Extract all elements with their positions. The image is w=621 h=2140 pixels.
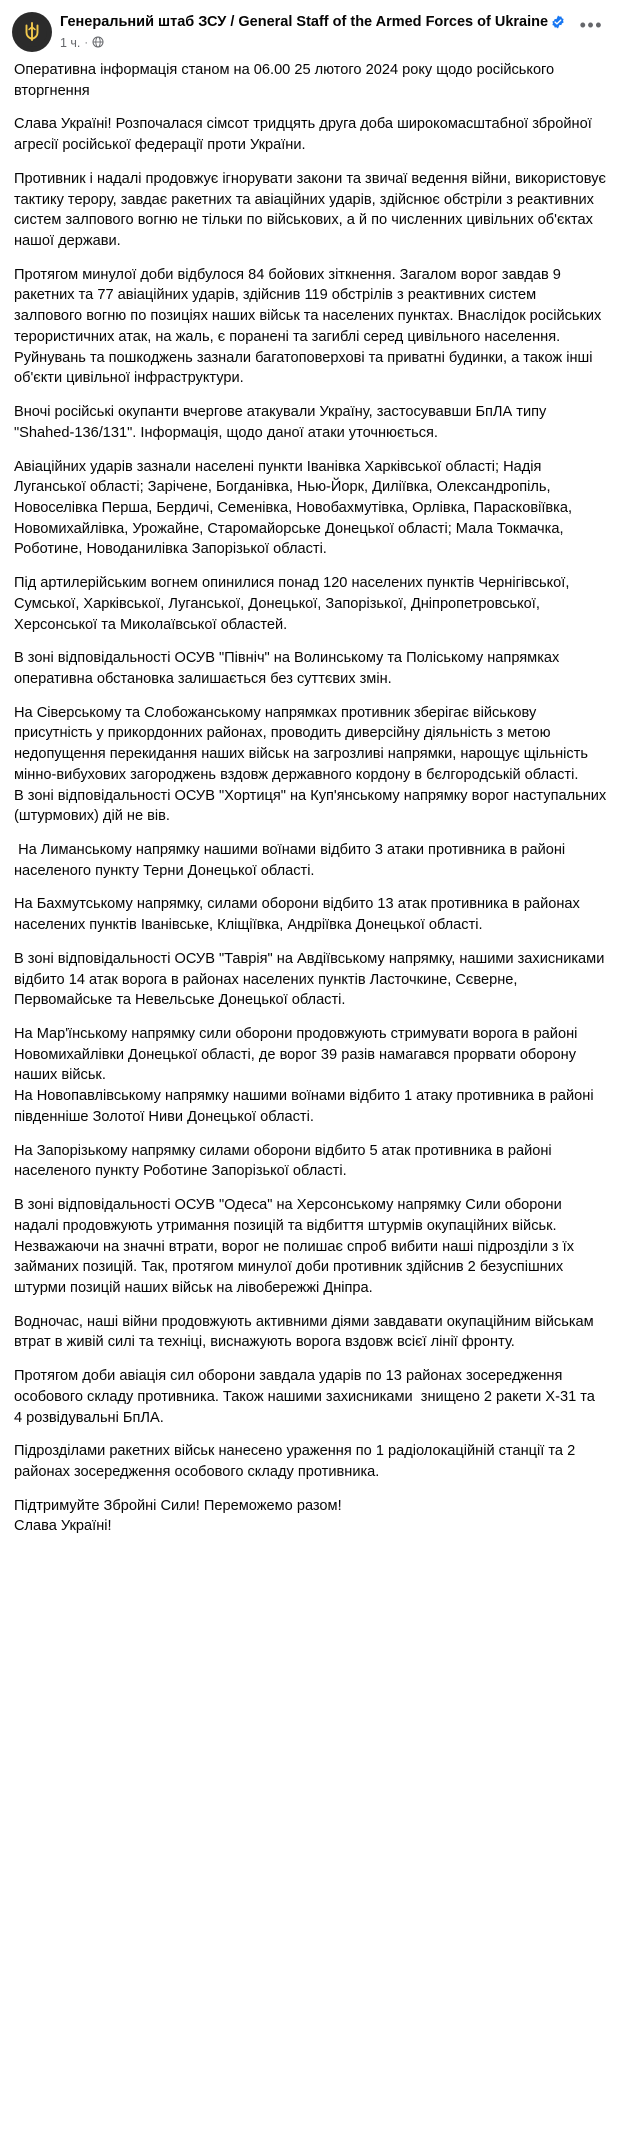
post-paragraph: Слава Україні! Розпочалася сімсот тридцять друга доба широкомасштабної збройної агресії російської федерації проти України. bbox=[14, 116, 596, 154]
meta-separator: · bbox=[84, 37, 89, 50]
trident-emblem-icon bbox=[17, 17, 47, 47]
globe-icon[interactable] bbox=[92, 36, 104, 51]
post-author-block bbox=[60, 12, 609, 51]
verified-badge-icon bbox=[551, 15, 565, 34]
post-paragraph: Противник і надалі продовжує ігнорувати закони та звичаї ведення війни, використовує тактику терору, завдає ракетних та авіаційних ударів, здійснює обстріли з реактивних систем залпового вогню не тільки по військових, а й по численних цивільних об'єктах нашої держави. bbox=[14, 170, 611, 250]
page-name[interactable]: Генеральний штаб ЗСУ / General Staff of the Armed Forces of Ukraine bbox=[60, 14, 549, 30]
post-paragraph: Оперативна інформація станом на 06.00 25 лютого 2024 року щодо російського вторгнення bbox=[14, 62, 559, 99]
post-paragraph: Вночі російські окупанти вчергове атакували Україну, застосувавши БпЛА типу "Shahed-136/131". Інформація, щодо даної атаки уточнюється. bbox=[14, 404, 551, 441]
post-paragraph: Підтримуйте Збройні Сили! Переможемо разом! bbox=[14, 1497, 342, 1514]
post-meta bbox=[60, 36, 609, 51]
post-paragraph: В зоні відповідальності ОСУВ "Хортиця" на Куп'янському напрямку ворог наступальних (штурмових) дій не вів. bbox=[14, 787, 611, 825]
post-body bbox=[0, 58, 621, 1551]
post-paragraph: На Бахмутському напрямку, силами оборони відбито 13 атак противника в районах населених пунктів Іванівське, Кліщіївка, Андріївка Донецької області. bbox=[14, 896, 584, 934]
post-paragraph: Слава Україні! bbox=[14, 1518, 112, 1535]
more-options-icon[interactable]: ••• bbox=[579, 15, 603, 35]
post-timestamp[interactable]: 1 ч. bbox=[60, 36, 81, 51]
post-paragraph: В зоні відповідальності ОСУВ "Північ" на Волинському та Поліському напрямках оперативна обстановка залишається без суттєвих змін. bbox=[14, 650, 564, 687]
post-paragraph: На Мар'їнському напрямку сили оборони продовжують стримувати ворога в районі Новомихайлівки Донецької області, де ворог 39 разів намагався прорвати оборону наших військ. bbox=[14, 1026, 582, 1084]
post-paragraph: Протягом минулої доби відбулося 84 бойових зіткнення. Загалом ворог завдав 9 ракетних та 77 авіаційних ударів, здійснив 119 обстрілів з реактивних систем залпового вогню по позиціях наших військ та населених пунктах. Внаслідок російських терористичних атак, на жаль, є поранені та загиблі серед цивільного населення. Руйнувань та пошкоджень зазнали багатоповерхові та приватні будинки, а також інші об'єкти цивільної інфраструктури. bbox=[14, 266, 606, 387]
avatar[interactable] bbox=[12, 12, 52, 52]
post-paragraph: Авіаційних ударів зазнали населені пункти Іванівка Харківської області; Надія Луганської області; Заріченe, Богданівка, Нью-Йорк, Диліївка, Олександропіль, Новоселівка Перша, Бердичі, Семенівка, Новобахмутівка, Орлівка, Парасковіївка, Новомихайлівка, Урожайне, Старомайорське Донецької області; Мала Токмачка, Роботине, Новоданилівка Запорізької області. bbox=[14, 458, 577, 558]
post-header bbox=[0, 0, 621, 58]
post-paragraph: На Сіверському та Слобожанському напрямках противник зберігає військову присутність у прикордонних районах, проводить диверсійну діяльність з метою недопущення перекидання наших військ на загрозливі напрямки, нарощує щільність мінно-вибухових загороджень вздовж державного кордону в бєлгородській області. bbox=[14, 704, 593, 783]
post-paragraph: Підрозділами ракетних військ нанесено ураження по 1 радіолокаційній станції та 2 районах зосередження особового складу противника. bbox=[14, 1443, 580, 1480]
post-paragraph: На Лиманському напрямку нашими воїнами відбито 3 атаки противника в районі населеного пункту Терни Донецької області. bbox=[14, 842, 570, 879]
post-paragraph: Під артилерійським вогнем опинилися понад 120 населених пунктів Чернігівської, Сумської, Харківської, Луганської, Донецької, Запорізької, Дніпропетровської, Херсонської та Миколаївської областей. bbox=[14, 575, 574, 633]
post-paragraph: В зоні відповідальності ОСУВ "Одеса" на Херсонському напрямку Сили оборони надалі продовжують утримання позицій та відбиття штурмів окупаційних військ. Незважаючи на значні втрати, ворог не полишає спроб вибити наші підрозділи з їх займаних позицій. Так, протягом минулої доби противник здійснив 2 безуспішних штурми позицій наших військ на лівобережжі Дніпра. bbox=[14, 1197, 579, 1296]
post-paragraph: Водночас, наші війни продовжують активними діями завдавати окупаційним військам втрат в живій силі та техніці, виснажують ворога вздовж всієї лінії фронту. bbox=[14, 1313, 598, 1351]
post-paragraph: На Запорізькому напрямку силами оборони відбито 5 атак противника в районі населеного пункту Роботине Запорізької області. bbox=[14, 1142, 560, 1180]
post-paragraph: Протягом доби авіація сил оборони завдала ударів по 13 районах зосередження особового складу противника. Також нашими захисниками знищено 2 ракети Х-31 та 4 розвідувальні БпЛА. bbox=[14, 1368, 599, 1426]
post-paragraph: В зоні відповідальності ОСУВ "Таврія" на Авдіївському напрямку, нашими захисниками відбито 14 атак ворога в районах населених пунктів Ласточкине, Сєверне, Первомайське та Невельське Донецької області. bbox=[14, 950, 609, 1009]
post-paragraph: На Новопавлівському напрямку нашими воїнами відбито 1 атаку противника в районі південніше Золотої Ниви Донецької області. bbox=[14, 1088, 598, 1125]
